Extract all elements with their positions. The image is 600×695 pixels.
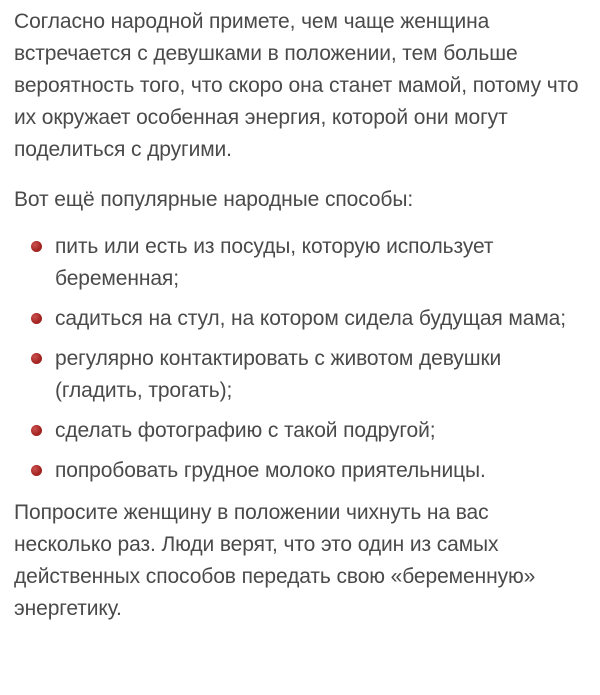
intro-paragraph: Согласно народной примете, чем чаще женщина встречается с девушками в положении, тем больше вероятность того, что скоро она станет мамой, потому что их окружает особенная энергия, которой они могут поделиться с другими. xyxy=(14,10,579,161)
list-item xyxy=(14,303,592,335)
bullet-dot-icon xyxy=(31,353,42,364)
outro-paragraph: Попросите женщину в положении чихнуть на вас несколько раз. Люди верят, что это один из самых действенных способов передать свою «беременную» энергетику. xyxy=(14,501,536,620)
list-item-text: пить или есть из посуды, которую использует беременная; xyxy=(55,235,494,290)
list-item-text: садиться на стул, на котором сидела будущая мама; xyxy=(55,307,566,330)
bullet-dot-icon xyxy=(31,313,42,324)
lead-paragraph: Вот ещё популярные народные способы: xyxy=(14,188,414,211)
list-item xyxy=(14,455,592,487)
list-item xyxy=(14,231,592,295)
list-item xyxy=(14,343,592,407)
list-item-text: попробовать грудное молоко приятельницы. xyxy=(55,459,486,482)
list-item-text: сделать фотографию с такой подругой; xyxy=(55,419,436,442)
bullet-dot-icon xyxy=(31,241,42,252)
bullet-dot-icon xyxy=(31,425,42,436)
list-item xyxy=(14,415,592,447)
article-body xyxy=(14,6,592,625)
bullet-dot-icon xyxy=(31,465,42,476)
bullet-list xyxy=(14,231,592,487)
list-item-text: регулярно контактировать с животом девушки (гладить, трогать); xyxy=(55,347,502,402)
